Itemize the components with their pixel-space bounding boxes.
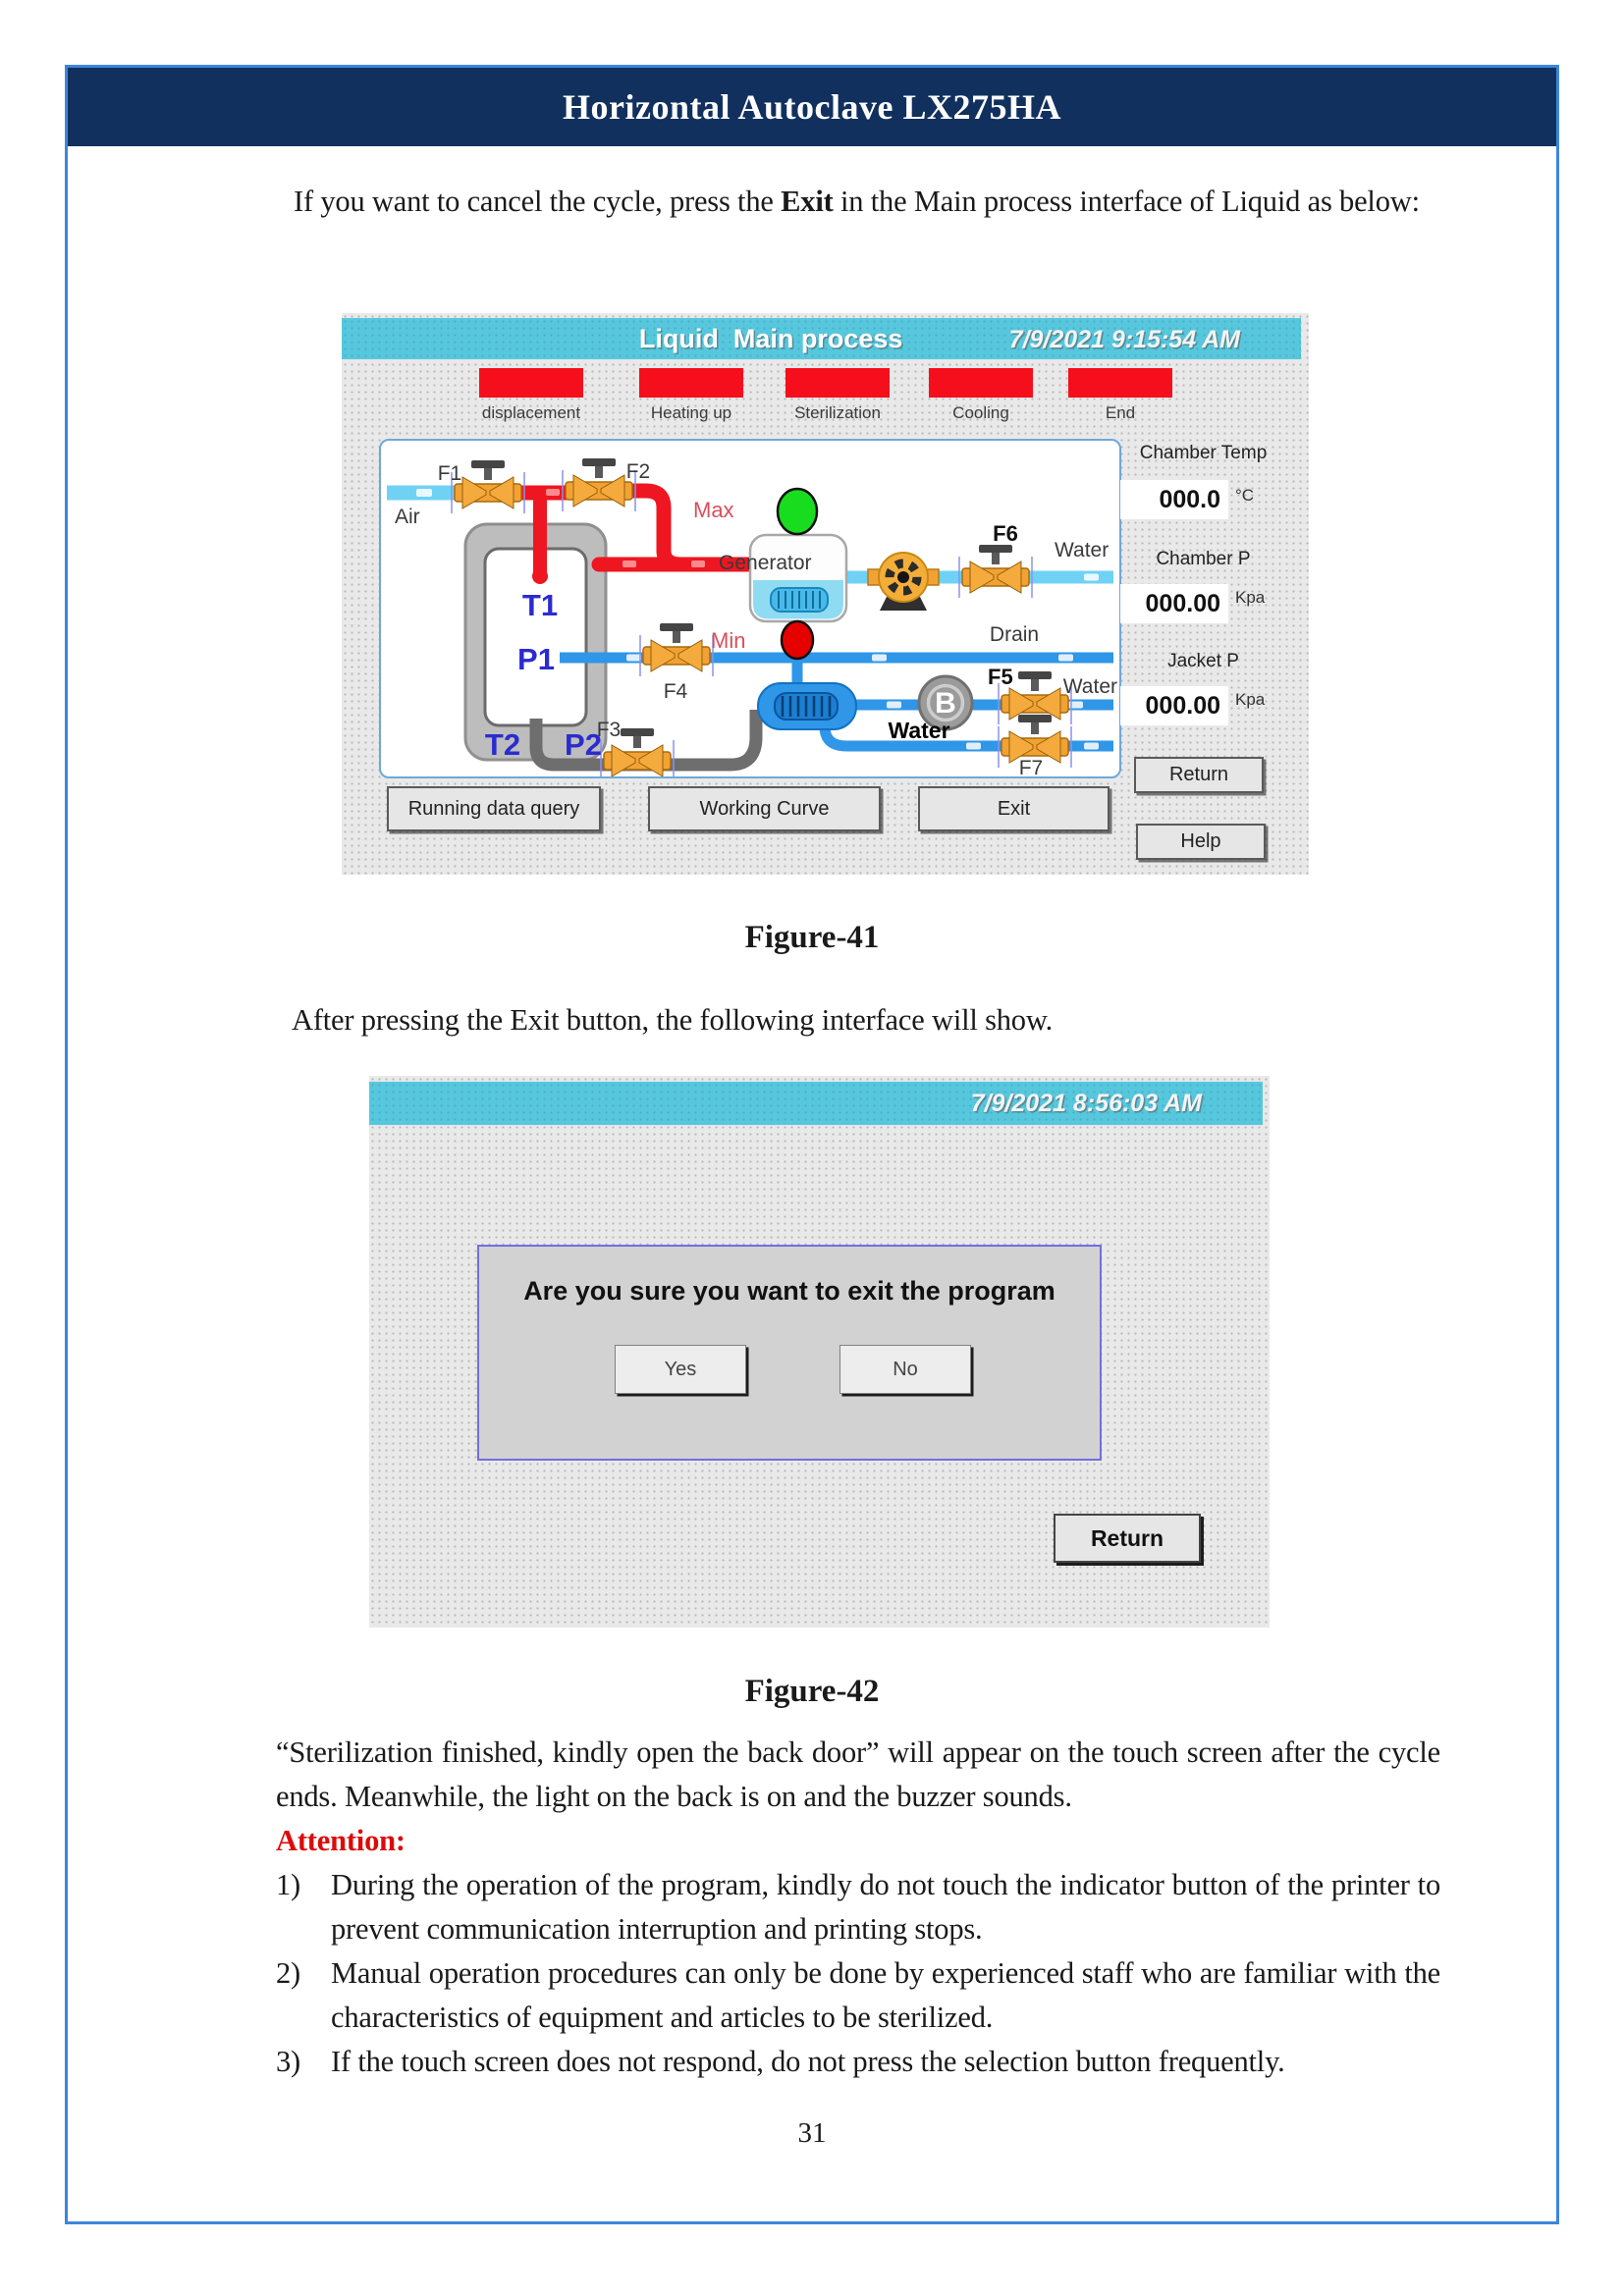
list-item <box>276 1863 1440 1951</box>
intro-text-pre: If you want to cancel the cycle, press the <box>294 185 782 218</box>
figure-41-screenshot <box>342 313 1309 875</box>
label-f3: F3 <box>596 719 622 741</box>
label-t2: T2 <box>484 727 521 762</box>
valve-f6-icon <box>959 545 1032 598</box>
running-data-query-button[interactable]: Running data query <box>387 786 601 831</box>
return-button-2[interactable]: Return <box>1054 1514 1201 1563</box>
intro-paragraph <box>294 178 1436 225</box>
hmi-title: Liquid Main process <box>638 324 903 353</box>
label-drain: Drain <box>989 623 1040 646</box>
label-t1: T1 <box>521 588 559 622</box>
after-paragraph: After pressing the Exit button, the following interface will show. <box>292 1003 1054 1037</box>
max-indicator-light <box>778 489 817 534</box>
exit-confirmation-message: Are you sure you want to exit the program <box>523 1276 1056 1306</box>
closing-paragraph: “Sterilization finished, kindly open the back door” will appear on the touch screen after the cycle ends. Meanwhile, the light on the back is on and the buzzer sounds. <box>276 1735 1440 1813</box>
page-frame <box>65 65 1559 2224</box>
phase-label-heating: Heating up <box>650 403 732 422</box>
label-f2: F2 <box>625 460 651 483</box>
label-f6: F6 <box>993 521 1018 546</box>
chamber-temp-unit: °C <box>1235 486 1255 505</box>
chamber-pressure-label: Chamber P <box>1156 549 1251 569</box>
label-f4: F4 <box>663 680 688 703</box>
page-header <box>68 68 1556 146</box>
intro-text-exit: Exit <box>781 185 834 218</box>
generator-vessel <box>750 535 846 621</box>
label-p2: P2 <box>565 727 602 762</box>
label-p1: P1 <box>517 642 555 676</box>
page-number: 31 <box>797 2117 827 2149</box>
intro-text-post: in the Main process interface of Liquid as below: <box>833 185 1420 218</box>
label-water-f7: Water <box>888 718 950 743</box>
label-water-f6: Water <box>1055 539 1110 561</box>
working-curve-button[interactable]: Working Curve <box>648 786 881 831</box>
min-indicator-light <box>782 621 813 659</box>
page-title: Horizontal Autoclave LX275HA <box>563 87 1061 127</box>
heat-exchanger <box>758 683 856 729</box>
phase-indicator-end <box>1068 368 1172 398</box>
phase-label-cooling: Cooling <box>952 403 1009 422</box>
chamber-temp-label: Chamber Temp <box>1139 443 1268 463</box>
jacket-pressure-unit: Kpa <box>1235 690 1266 709</box>
chamber-pressure-unit: Kpa <box>1235 588 1266 607</box>
label-min: Min <box>711 628 746 653</box>
list-item-number: 3) <box>276 2045 301 2078</box>
help-button[interactable]: Help <box>1136 824 1266 860</box>
label-generator: Generator <box>719 552 812 574</box>
red-pipe-tip <box>532 568 548 584</box>
chamber-pressure-value: 000.00 <box>1120 584 1228 623</box>
figure-42-screenshot <box>369 1076 1270 1628</box>
hmi-datetime-2: 7/9/2021 8:56:03 AM <box>970 1090 1202 1117</box>
phase-label-displacement: displacement <box>481 403 581 422</box>
attention-heading: Attention: <box>276 1824 406 1857</box>
label-air: Air <box>395 506 420 528</box>
red-pipe-elbow <box>621 491 681 564</box>
figure-41-caption: Figure-41 <box>744 920 880 955</box>
piping-diagram <box>381 441 1119 776</box>
phase-label-sterilization: Sterilization <box>794 403 881 422</box>
label-max: Max <box>693 498 734 522</box>
label-f1: F1 <box>437 462 462 485</box>
phase-label-end: End <box>1105 403 1136 422</box>
list-item <box>276 2040 1440 2084</box>
hmi-datetime: 7/9/2021 9:15:54 AM <box>1008 326 1240 353</box>
return-button[interactable]: Return <box>1134 757 1264 793</box>
hmi-titlebar <box>342 318 1301 359</box>
chamber-temp-value: 000.0 <box>1120 480 1228 519</box>
valve-f4-icon <box>640 623 713 676</box>
valve-f1-icon <box>452 460 524 513</box>
label-f7: F7 <box>1018 757 1044 776</box>
list-item <box>276 1951 1440 2040</box>
yes-button[interactable]: Yes <box>615 1345 746 1394</box>
jacket-pressure-label: Jacket P <box>1167 651 1239 671</box>
phase-indicator-displacement <box>479 368 583 398</box>
no-button[interactable]: No <box>839 1345 971 1394</box>
closing-block <box>276 1731 1440 2084</box>
figure-42-caption: Figure-42 <box>744 1674 880 1709</box>
valve-f2-icon <box>563 458 635 511</box>
piping-diagram-panel <box>379 439 1121 778</box>
phase-indicator-cooling <box>929 368 1033 398</box>
list-item-text: Manual operation procedures can only be done by experienced staff who are familiar with the characteristics of equipment and articles to be sterilized. <box>331 1956 1440 2034</box>
label-f5: F5 <box>988 665 1013 689</box>
jacket-pressure-value: 000.00 <box>1120 686 1228 725</box>
list-item-text: During the operation of the program, kindly do not touch the indicator button of the printer to prevent communication interruption and printing stops. <box>331 1868 1440 1946</box>
list-item-number: 1) <box>276 1868 301 1901</box>
hmi-titlebar-2 <box>369 1082 1263 1125</box>
exit-button[interactable]: Exit <box>918 786 1110 831</box>
list-item-number: 2) <box>276 1956 301 1990</box>
exit-confirmation-dialog <box>477 1245 1102 1461</box>
label-water-f5: Water <box>1062 675 1117 698</box>
phase-indicator-heating <box>639 368 743 398</box>
list-item-text: If the touch screen does not respond, do not press the selection button frequently. <box>331 2045 1285 2078</box>
water-pump-icon <box>868 553 939 611</box>
pump-b-label: B <box>935 687 956 720</box>
phase-indicator-sterilization <box>785 368 890 398</box>
